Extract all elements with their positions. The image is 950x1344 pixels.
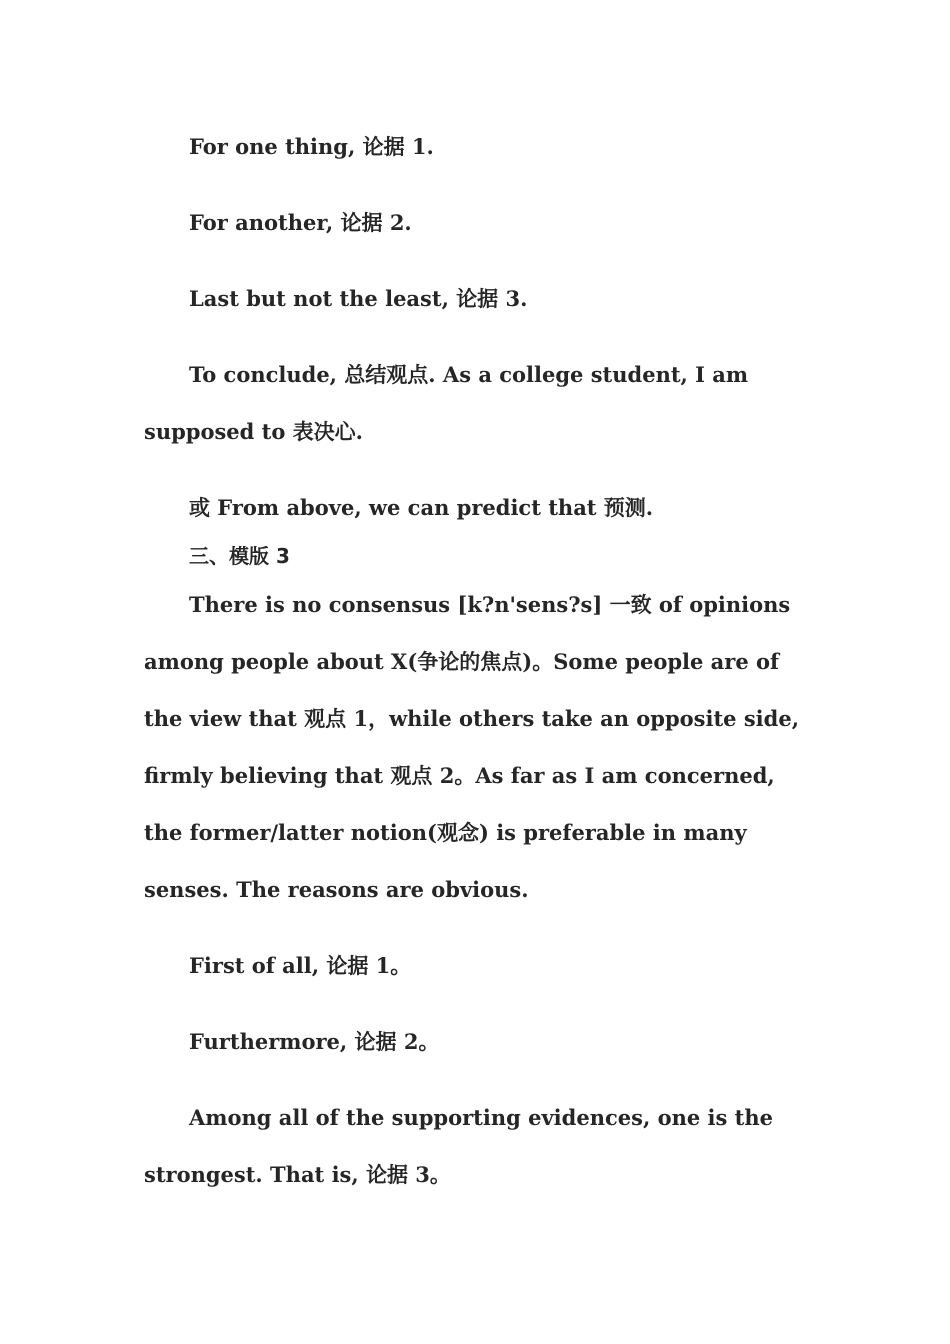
paragraph-from-above: 或 From above, we can predict that 预测. — [189, 495, 654, 520]
section-heading-template-3: 三、模版 3 — [189, 544, 290, 568]
paragraph-strongest-evidence: Among all of the supporting evidences, one is the strongest. That is, 论据 3。 — [144, 1105, 773, 1187]
paragraph-furthermore: Furthermore, 论据 2。 — [189, 1029, 440, 1054]
paragraph-last-but-not-least: Last but not the least, 论据 3. — [189, 286, 528, 311]
paragraph-for-another: For another, 论据 2. — [189, 210, 412, 235]
document-body — [144, 118, 809, 1222]
paragraph-first-of-all: First of all, 论据 1。 — [189, 953, 412, 978]
paragraph-to-conclude: To conclude, 总结观点. As a college student, I am supposed to 表决心. — [144, 362, 749, 444]
paragraph-no-consensus: There is no consensus [k?n'sens?s] 一致 of opinions among people about X(争论的焦点)。Some people are of the view that 观点 1，while others take an opposite side, firmly believing that 观点 2。As far as I am concerned, the former/latter notion(观念) is preferable in many senses. The reasons are obvious. — [144, 592, 800, 902]
paragraph-for-one-thing: For one thing, 论据 1. — [189, 134, 434, 159]
